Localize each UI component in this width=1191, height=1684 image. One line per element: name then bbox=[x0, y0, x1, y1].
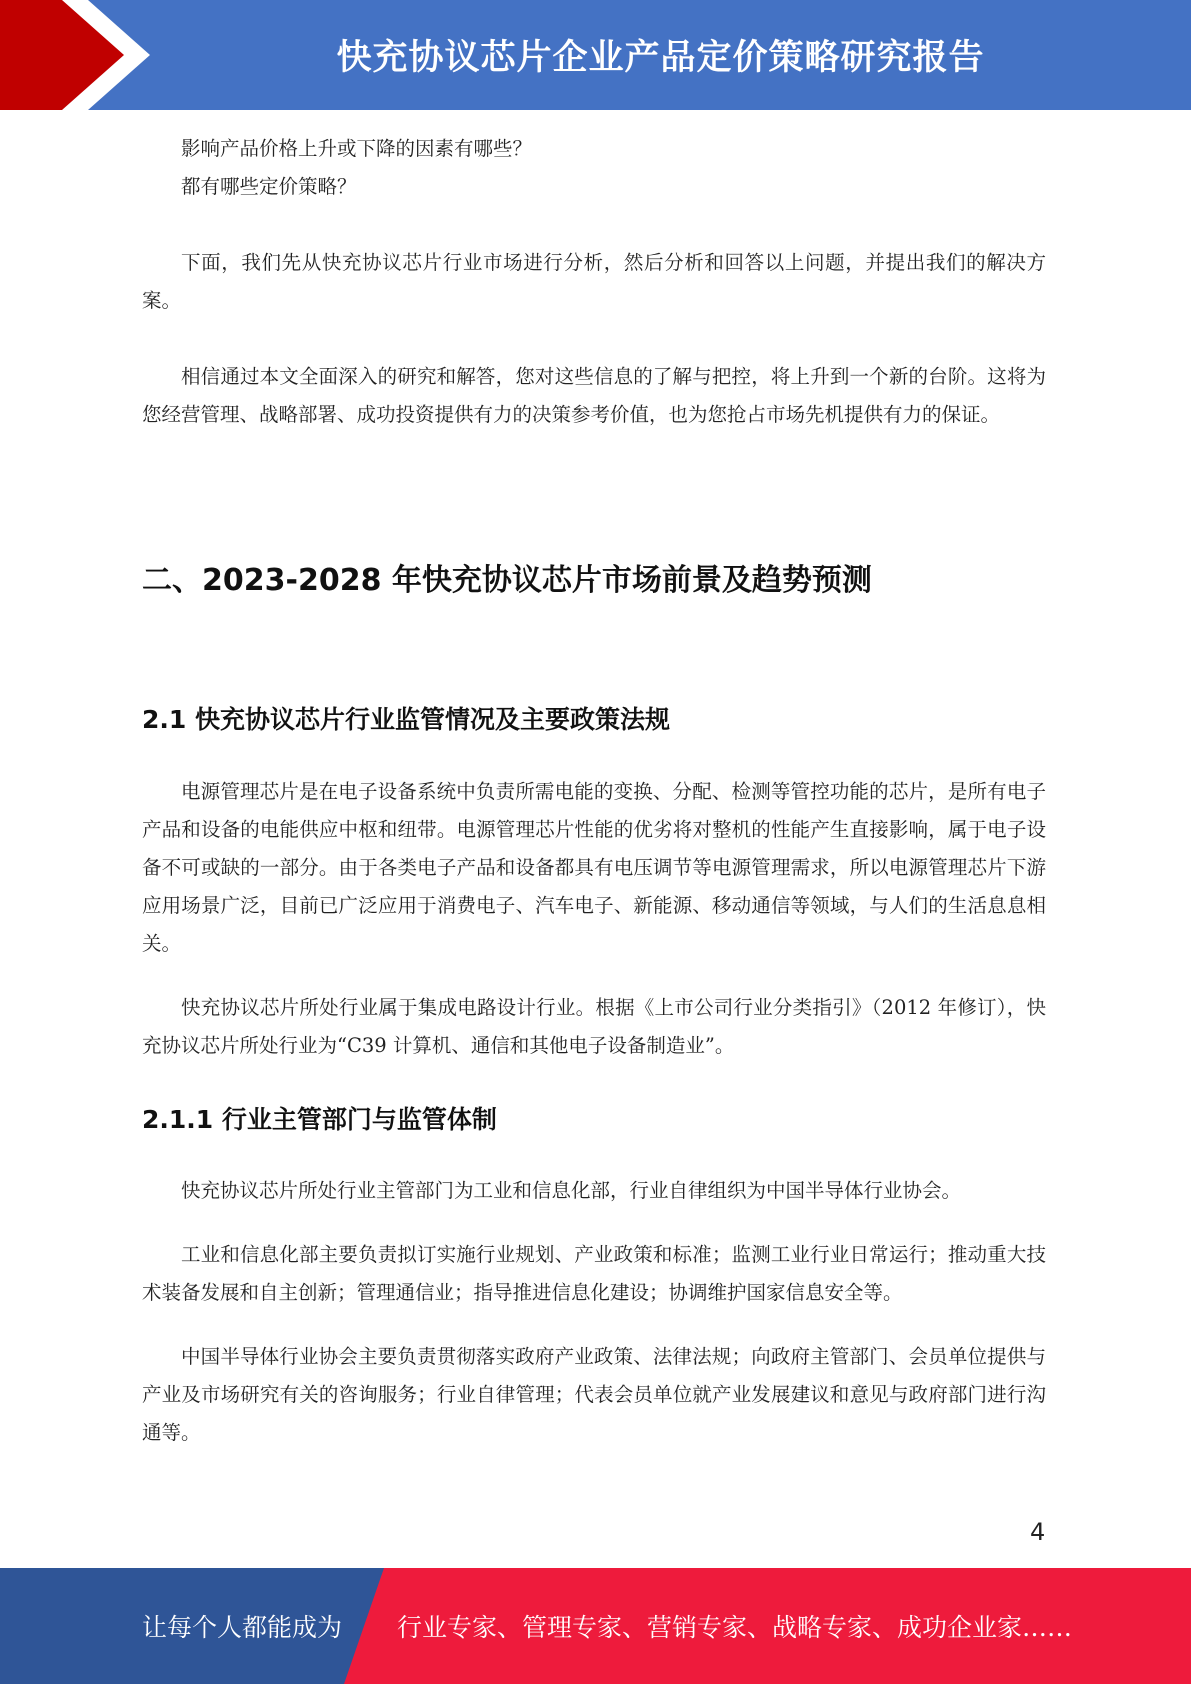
body-paragraph: 电源管理芯片是在电子设备系统中负责所需电能的变换、分配、检测等管控功能的芯片，是所有电子产品和设备的电能供应中枢和纽带。电源管理芯片性能的优劣将对整机的性能产生直接影响，属于电子设备不可或缺的一部分。由于各类电子产品和设备都具有电压调节等电源管理需求，所以电源管理芯片下游应用场景广泛，目前已广泛应用于消费电子、汽车电子、新能源、移动通信等领域，与人们的生活息息相关。 bbox=[142, 780, 1046, 955]
page-footer bbox=[0, 1568, 1191, 1684]
intro-section bbox=[142, 130, 1046, 434]
body-paragraph: 工业和信息化部主要负责拟订实施行业规划、产业政策和标准；监测工业行业日常运行；推动重大技术装备发展和自主创新；管理通信业；指导推进信息化建设；协调维护国家信息安全等。 bbox=[142, 1243, 1046, 1304]
body-paragraph: 中国半导体行业协会主要负责贯彻落实政府产业政策、法律法规；向政府主管部门、会员单位提供与产业及市场研究有关的咨询服务；行业自律管理；代表会员单位就产业发展建议和意见与政府部门进行沟通等。 bbox=[142, 1345, 1046, 1444]
page-header bbox=[0, 0, 1191, 110]
intro-line: 影响产品价格上升或下降的因素有哪些？ bbox=[181, 137, 533, 160]
subsection-heading: 2.1 快充协议芯片行业监管情况及主要政策法规 bbox=[142, 705, 670, 734]
header-chevron-decoration bbox=[0, 0, 150, 110]
page-number: 4 bbox=[1030, 1518, 1046, 1546]
footer-slogan-right: 行业专家、管理专家、营销专家、战略专家、成功企业家…… bbox=[397, 1613, 1073, 1642]
intro-paragraph: 下面，我们先从快充协议芯片行业市场进行分析，然后分析和回答以上问题，并提出我们的解决方案。 bbox=[142, 251, 1046, 312]
subsubsection-body bbox=[142, 1172, 1046, 1452]
subsection-body bbox=[142, 773, 1046, 1065]
header-title: 快充协议芯片企业产品定价策略研究报告 bbox=[336, 38, 985, 78]
subsubsection-heading: 2.1.1 行业主管部门与监管体制 bbox=[142, 1105, 497, 1134]
footer-slogan-left: 让每个人都能成为 bbox=[142, 1613, 343, 1642]
body-paragraph: 快充协议芯片所处行业属于集成电路设计行业。根据《上市公司行业分类指引》（2012 年修订），快充协议芯片所处行业为“C39 计算机、通信和其他电子设备制造业”。 bbox=[142, 996, 1046, 1057]
body-paragraph: 快充协议芯片所处行业主管部门为工业和信息化部，行业自律组织为中国半导体行业协会。 bbox=[181, 1179, 962, 1202]
intro-line: 都有哪些定价策略？ bbox=[181, 175, 357, 198]
intro-paragraph: 相信通过本文全面深入的研究和解答，您对这些信息的了解与把控，将上升到一个新的台阶。这将为您经营管理、战略部署、成功投资提供有力的决策参考价值，也为您抢占市场先机提供有力的保证。 bbox=[142, 365, 1046, 426]
section-heading: 二、2023-2028 年快充协议芯片市场前景及趋势预测 bbox=[142, 563, 872, 598]
